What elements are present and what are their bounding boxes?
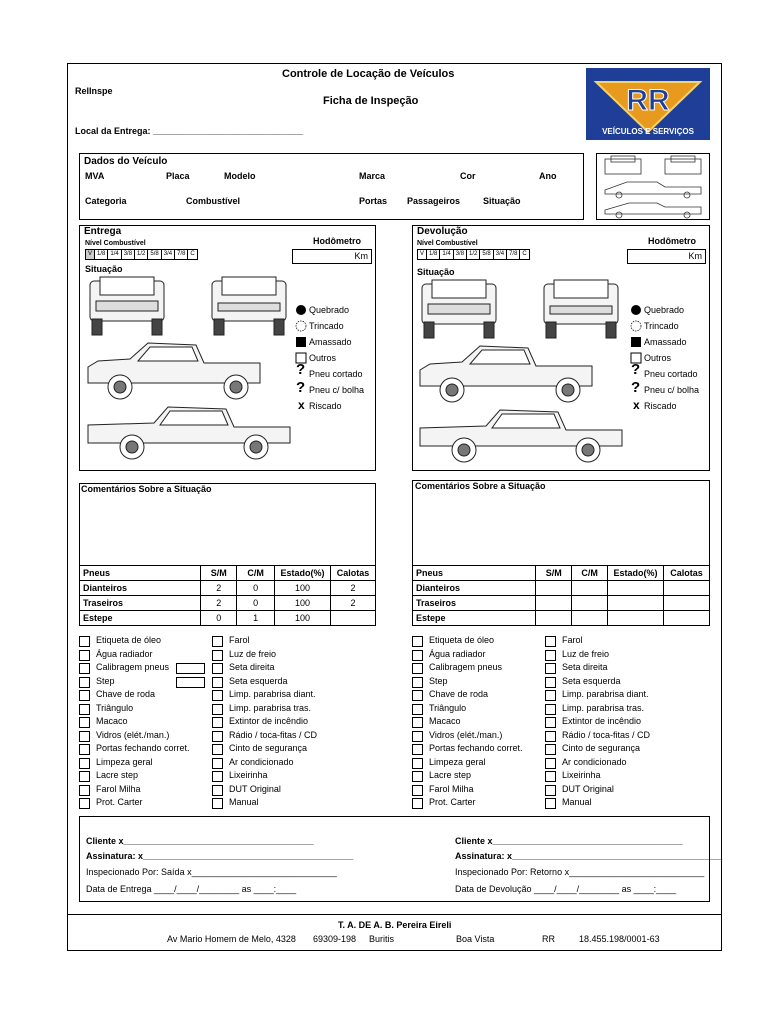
devolucao-level-opt[interactable]: 1/2 bbox=[467, 250, 480, 259]
entrega-checklist-label: Rádio / toca-fitas / CD bbox=[229, 730, 318, 740]
entrega-checklist-label: DUT Original bbox=[229, 784, 281, 794]
tires-header: S/M bbox=[201, 566, 237, 581]
field-passageiros: Passageiros bbox=[407, 196, 461, 206]
devolucao-checklist-label: Água radiador bbox=[429, 649, 486, 659]
legend-quebrado: Quebrado bbox=[309, 305, 350, 315]
devolucao-data-line[interactable]: Data de Devolução ____/____/________ as ____:____ bbox=[455, 884, 677, 894]
tires-row-label: Dianteiros bbox=[413, 581, 536, 596]
tires-row-label: Dianteiros bbox=[80, 581, 201, 596]
entrega-level-opt[interactable]: 3/8 bbox=[122, 250, 135, 259]
tires-cell[interactable]: 100 bbox=[275, 611, 331, 626]
devolucao-checkbox[interactable] bbox=[412, 771, 423, 782]
tires-row-label: Estepe bbox=[413, 611, 536, 626]
entrega-checklist-label: Ar condicionado bbox=[229, 757, 294, 767]
devolucao-checklist-label: Farol bbox=[562, 635, 583, 645]
tires-cell[interactable]: 2 bbox=[201, 581, 237, 596]
entrega-checkbox[interactable] bbox=[79, 717, 90, 728]
entrega-checklist-label: Cinto de segurança bbox=[229, 743, 308, 753]
devolucao-title: Devolução bbox=[417, 226, 468, 237]
vehicle-thumbnails bbox=[597, 154, 709, 219]
devolucao-vehicle-diagram[interactable] bbox=[415, 278, 625, 470]
devolucao-checkbox[interactable] bbox=[412, 704, 423, 715]
devolucao-checkbox[interactable] bbox=[412, 663, 423, 674]
entrega-assinatura-line[interactable]: Assinatura: x__________________________________________ bbox=[86, 851, 354, 861]
field-placa: Placa bbox=[166, 171, 190, 181]
entrega-checklist-label: Limpeza geral bbox=[96, 757, 153, 767]
quebrado-icon bbox=[295, 304, 307, 316]
entrega-comments-box[interactable] bbox=[79, 483, 376, 566]
entrega-km-unit: Km bbox=[354, 251, 368, 261]
devolucao-checkbox[interactable] bbox=[545, 758, 556, 769]
tires-row-label: Traseiros bbox=[413, 596, 536, 611]
devolucao-level-opt[interactable]: V bbox=[418, 250, 427, 259]
devolucao-level-opt[interactable]: 7/8 bbox=[507, 250, 520, 259]
devolucao-checklist-label: Farol Milha bbox=[429, 784, 474, 794]
entrega-checkbox[interactable] bbox=[212, 677, 223, 688]
entrega-checkbox[interactable] bbox=[212, 704, 223, 715]
entrega-checklist-label: Água radiador bbox=[96, 649, 153, 659]
entrega-tires-table bbox=[79, 565, 376, 626]
devolucao-hodometro-label: Hodômetro bbox=[648, 236, 696, 246]
entrega-checkbox[interactable] bbox=[79, 636, 90, 647]
legend-amassado: Amassado bbox=[644, 337, 687, 347]
devolucao-checkbox[interactable] bbox=[545, 717, 556, 728]
tires-cell[interactable] bbox=[536, 596, 572, 611]
tires-cell[interactable] bbox=[608, 596, 664, 611]
tires-cell[interactable]: 0 bbox=[237, 596, 275, 611]
entrega-checklist-label: Seta esquerda bbox=[229, 676, 288, 686]
tires-cell[interactable] bbox=[572, 581, 608, 596]
devolucao-checklist-label: Seta direita bbox=[562, 662, 608, 672]
devolucao-nivel-label: Nível Combustível bbox=[417, 240, 478, 247]
devolucao-checklist-label: Lacre step bbox=[429, 770, 472, 780]
devolucao-checkbox[interactable] bbox=[412, 798, 423, 809]
entrega-checkbox[interactable] bbox=[79, 690, 90, 701]
legend-quebrado: Quebrado bbox=[644, 305, 685, 315]
devolucao-checklist-label: Calibragem pneus bbox=[429, 662, 503, 672]
devolucao-checkbox[interactable] bbox=[545, 677, 556, 688]
field-combustivel: Combustível bbox=[186, 196, 241, 206]
entrega-checklist-label: Limp. parabrisa tras. bbox=[229, 703, 312, 713]
devolucao-checklist-label: Limp. parabrisa diant. bbox=[562, 689, 649, 699]
tires-header: Estado(%) bbox=[608, 566, 664, 581]
entrega-checkbox[interactable] bbox=[212, 690, 223, 701]
logo-graphic bbox=[586, 68, 710, 140]
entrega-checklist-label: Farol Milha bbox=[96, 784, 141, 794]
entrega-checkbox[interactable] bbox=[79, 758, 90, 769]
entrega-checklist-label: Triângulo bbox=[96, 703, 134, 713]
entrega-comments-title: Comentários Sobre a Situação bbox=[81, 484, 212, 494]
form-subtitle: Ficha de Inspeção bbox=[323, 95, 419, 107]
entrega-checkbox[interactable] bbox=[212, 663, 223, 674]
devolucao-cliente-line[interactable]: Cliente x______________________________________ bbox=[455, 836, 683, 846]
entrega-level-opt[interactable]: 5/8 bbox=[148, 250, 161, 259]
pneu-bolha-icon: ? bbox=[631, 379, 641, 396]
devolucao-level-opt[interactable]: C bbox=[522, 251, 527, 257]
entrega-checkbox[interactable] bbox=[212, 798, 223, 809]
riscado-icon: x bbox=[633, 398, 640, 412]
entrega-data-line[interactable]: Data de Entrega ____/____/________ as ____:____ bbox=[86, 884, 297, 894]
devolucao-level-opt[interactable]: 1/8 bbox=[427, 250, 440, 259]
devolucao-checkbox[interactable] bbox=[545, 785, 556, 796]
devolucao-km-unit: Km bbox=[688, 251, 702, 261]
pneu-bolha-icon: ? bbox=[296, 379, 306, 396]
legend-outros: Outros bbox=[309, 353, 337, 363]
logo-letters: RR bbox=[626, 84, 670, 117]
tires-cell[interactable]: 2 bbox=[331, 596, 376, 611]
entrega-extra-input[interactable] bbox=[176, 663, 205, 674]
riscado-icon: x bbox=[298, 398, 305, 412]
entrega-checklist-label: Lacre step bbox=[96, 770, 139, 780]
devolucao-checkbox[interactable] bbox=[545, 771, 556, 782]
entrega-checklist-label: Farol bbox=[229, 635, 250, 645]
devolucao-checklist-label: Luz de freio bbox=[562, 649, 610, 659]
devolucao-checkbox[interactable] bbox=[412, 785, 423, 796]
tires-cell[interactable] bbox=[572, 596, 608, 611]
entrega-level-opt[interactable]: 1/2 bbox=[135, 250, 148, 259]
entrega-checklist-label: Chave de roda bbox=[96, 689, 156, 699]
tires-cell[interactable]: 2 bbox=[201, 596, 237, 611]
devolucao-checklist-label: Seta esquerda bbox=[562, 676, 621, 686]
tires-header: C/M bbox=[237, 566, 275, 581]
tires-header: Pneus bbox=[413, 566, 536, 581]
entrega-checklist-label: Portas fechando corret. bbox=[96, 743, 190, 753]
devolucao-checkbox[interactable] bbox=[545, 731, 556, 742]
footer-bairro: Buritis bbox=[369, 934, 395, 944]
entrega-checklist-label: Macaco bbox=[96, 716, 128, 726]
devolucao-level-opt[interactable]: 5/8 bbox=[480, 250, 493, 259]
tires-header: Calotas bbox=[664, 566, 710, 581]
entrega-fuel-level[interactable] bbox=[85, 249, 198, 260]
entrega-checkbox[interactable] bbox=[212, 717, 223, 728]
entrega-checklist-label: Vidros (elét./man.) bbox=[96, 730, 170, 740]
devolucao-comments-title: Comentários Sobre a Situação bbox=[415, 481, 546, 491]
devolucao-checklist-label: Triângulo bbox=[429, 703, 467, 713]
field-situacao: Situação bbox=[483, 196, 521, 206]
legend-trincado: Trincado bbox=[644, 321, 679, 331]
devolucao-checklist-label: Prot. Carter bbox=[429, 797, 476, 807]
devolucao-checklist-label: Etiqueta de óleo bbox=[429, 635, 495, 645]
entrega-checkbox[interactable] bbox=[212, 785, 223, 796]
tires-cell[interactable]: 0 bbox=[237, 581, 275, 596]
devolucao-checklist-label: Vidros (elét./man.) bbox=[429, 730, 503, 740]
entrega-situacao-label: Situação bbox=[85, 264, 123, 274]
trincado-icon bbox=[295, 320, 307, 332]
devolucao-tires-table bbox=[412, 565, 710, 626]
devolucao-checkbox[interactable] bbox=[412, 677, 423, 688]
form-code: RelInspe bbox=[75, 86, 113, 96]
entrega-checklist-label: Manual bbox=[229, 797, 259, 807]
legend-riscado: Riscado bbox=[644, 401, 677, 411]
devolucao-checklist-label: Cinto de segurança bbox=[562, 743, 641, 753]
legend-amassado: Amassado bbox=[309, 337, 352, 347]
devolucao-checkbox[interactable] bbox=[412, 650, 423, 661]
tires-cell[interactable] bbox=[536, 611, 572, 626]
entrega-checklist-label: Step bbox=[96, 676, 115, 686]
entrega-checklist-label: Seta direita bbox=[229, 662, 275, 672]
legend-pneu-cortado: Pneu cortado bbox=[644, 369, 698, 379]
entrega-checkbox[interactable] bbox=[79, 677, 90, 688]
footer-city: Boa Vista bbox=[456, 934, 495, 944]
entrega-cliente-line[interactable]: Cliente x______________________________________ bbox=[86, 836, 314, 846]
entrega-inspecionado-line[interactable]: Inspecionado Por: Saída x_____________________________ bbox=[86, 867, 337, 877]
field-categoria: Categoria bbox=[85, 196, 127, 206]
legend-riscado: Riscado bbox=[309, 401, 342, 411]
entrega-checklist-label: Luz de freio bbox=[229, 649, 277, 659]
pneu-cortado-icon: ? bbox=[631, 361, 641, 378]
form-title: Controle de Locação de Veículos bbox=[282, 68, 455, 80]
devolucao-checkbox[interactable] bbox=[545, 744, 556, 755]
tires-cell[interactable]: 0 bbox=[201, 611, 237, 626]
legend-pneu-bolha: Pneu c/ bolha bbox=[309, 385, 365, 395]
devolucao-checklist-label: DUT Original bbox=[562, 784, 614, 794]
devolucao-inspecionado-line[interactable]: Inspecionado Por: Retorno x___________________________ bbox=[455, 867, 705, 877]
devolucao-checkbox[interactable] bbox=[412, 731, 423, 742]
tires-cell[interactable]: 1 bbox=[237, 611, 275, 626]
devolucao-comments-box[interactable] bbox=[412, 480, 710, 566]
legend-pneu-cortado: Pneu cortado bbox=[309, 369, 363, 379]
devolucao-checkbox[interactable] bbox=[545, 636, 556, 647]
tires-row-label: Estepe bbox=[80, 611, 201, 626]
devolucao-checklist-label: Manual bbox=[562, 797, 592, 807]
footer-address: Av Mario Homem de Melo, 4328 bbox=[167, 934, 296, 944]
tires-header: C/M bbox=[572, 566, 608, 581]
devolucao-situacao-label: Situação bbox=[417, 267, 455, 277]
devolucao-checkbox[interactable] bbox=[545, 704, 556, 715]
devolucao-checkbox[interactable] bbox=[545, 663, 556, 674]
entrega-checkbox[interactable] bbox=[79, 663, 90, 674]
tires-cell[interactable]: 100 bbox=[275, 596, 331, 611]
tires-header: S/M bbox=[536, 566, 572, 581]
entrega-title: Entrega bbox=[84, 226, 122, 237]
footer-company: T. A. DE A. B. Pereira Eireli bbox=[338, 920, 452, 930]
devolucao-fuel-level[interactable] bbox=[417, 249, 530, 260]
devolucao-checkbox[interactable] bbox=[412, 690, 423, 701]
devolucao-checkbox[interactable] bbox=[412, 636, 423, 647]
devolucao-checklist-label: Extintor de incêndio bbox=[562, 716, 642, 726]
tires-cell[interactable] bbox=[664, 611, 710, 626]
entrega-level-opt[interactable]: 7/8 bbox=[175, 250, 188, 259]
entrega-nivel-label: Nível Combustível bbox=[85, 240, 146, 247]
footer-state: RR bbox=[542, 934, 555, 944]
field-mva: MVA bbox=[85, 171, 105, 181]
devolucao-checklist-label: Lixeirinha bbox=[562, 770, 601, 780]
footer-divider bbox=[67, 914, 722, 915]
devolucao-checkbox[interactable] bbox=[412, 744, 423, 755]
tires-cell[interactable] bbox=[536, 581, 572, 596]
devolucao-checklist-label: Macaco bbox=[429, 716, 461, 726]
devolucao-level-opt[interactable]: 3/4 bbox=[494, 250, 507, 259]
tires-cell[interactable] bbox=[608, 611, 664, 626]
trincado-icon bbox=[630, 320, 642, 332]
entrega-km-input[interactable] bbox=[292, 249, 372, 264]
devolucao-checkbox[interactable] bbox=[412, 758, 423, 769]
footer-cep: 69309-198 bbox=[313, 934, 357, 944]
devolucao-checkbox[interactable] bbox=[412, 717, 423, 728]
tires-cell[interactable]: 100 bbox=[275, 581, 331, 596]
quebrado-icon bbox=[630, 304, 642, 316]
dados-title: Dados do Veículo bbox=[84, 156, 168, 167]
entrega-level-opt[interactable]: V bbox=[86, 250, 95, 259]
entrega-checkbox[interactable] bbox=[212, 758, 223, 769]
entrega-level-opt[interactable]: 1/8 bbox=[95, 250, 108, 259]
tires-header: Estado(%) bbox=[275, 566, 331, 581]
legend-pneu-bolha: Pneu c/ bolha bbox=[644, 385, 700, 395]
entrega-hodometro-label: Hodômetro bbox=[313, 236, 361, 246]
entrega-checkbox[interactable] bbox=[79, 731, 90, 742]
entrega-checkbox[interactable] bbox=[79, 785, 90, 796]
devolucao-checklist-label: Step bbox=[429, 676, 448, 686]
entrega-checklist-label: Prot. Carter bbox=[96, 797, 143, 807]
devolucao-checklist-label: Chave de roda bbox=[429, 689, 489, 699]
devolucao-level-opt[interactable]: 1/4 bbox=[440, 250, 453, 259]
entrega-checkbox[interactable] bbox=[212, 650, 223, 661]
devolucao-checklist-label: Ar condicionado bbox=[562, 757, 627, 767]
tires-cell[interactable] bbox=[664, 581, 710, 596]
entrega-checklist-label: Etiqueta de óleo bbox=[96, 635, 162, 645]
amassado-icon bbox=[295, 336, 307, 348]
entrega-checklist-label: Lixeirinha bbox=[229, 770, 268, 780]
entrega-checklist-label: Extintor de incêndio bbox=[229, 716, 309, 726]
devolucao-checkbox[interactable] bbox=[545, 798, 556, 809]
devolucao-checklist-label: Limpeza geral bbox=[429, 757, 486, 767]
logo-text: VEÍCULOS E SERVIÇOS bbox=[602, 127, 694, 136]
entrega-checkbox[interactable] bbox=[79, 798, 90, 809]
devolucao-checkbox[interactable] bbox=[545, 690, 556, 701]
entrega-vehicle-diagram[interactable] bbox=[84, 275, 292, 467]
entrega-checkbox[interactable] bbox=[79, 744, 90, 755]
entrega-checkbox[interactable] bbox=[79, 704, 90, 715]
entrega-checkbox[interactable] bbox=[212, 771, 223, 782]
tires-row-label: Traseiros bbox=[80, 596, 201, 611]
devolucao-checkbox[interactable] bbox=[545, 650, 556, 661]
devolucao-km-input[interactable] bbox=[627, 249, 706, 264]
entrega-level-opt[interactable]: 3/4 bbox=[162, 250, 175, 259]
entrega-checkbox[interactable] bbox=[212, 731, 223, 742]
tires-cell[interactable] bbox=[572, 611, 608, 626]
entrega-extra-input[interactable] bbox=[176, 677, 205, 688]
entrega-checkbox[interactable] bbox=[79, 650, 90, 661]
footer-cnpj: 18.455.198/0001-63 bbox=[579, 934, 660, 944]
entrega-checkbox[interactable] bbox=[79, 771, 90, 782]
entrega-checkbox[interactable] bbox=[212, 636, 223, 647]
tires-cell[interactable] bbox=[608, 581, 664, 596]
local-entrega-field[interactable]: Local da Entrega: ______________________________ bbox=[75, 126, 304, 136]
devolucao-checklist-label: Portas fechando corret. bbox=[429, 743, 523, 753]
field-cor: Cor bbox=[460, 171, 476, 181]
field-portas: Portas bbox=[359, 196, 388, 206]
tires-cell[interactable] bbox=[664, 596, 710, 611]
devolucao-checklist-label: Limp. parabrisa tras. bbox=[562, 703, 645, 713]
entrega-checklist-label: Limp. parabrisa diant. bbox=[229, 689, 316, 699]
company-logo bbox=[586, 68, 710, 140]
legend-trincado: Trincado bbox=[309, 321, 344, 331]
devolucao-checklist-label: Rádio / toca-fitas / CD bbox=[562, 730, 651, 740]
entrega-checklist-label: Calibragem pneus bbox=[96, 662, 170, 672]
entrega-checkbox[interactable] bbox=[212, 744, 223, 755]
legend-outros: Outros bbox=[644, 353, 672, 363]
tires-header: Calotas bbox=[331, 566, 376, 581]
entrega-level-opt[interactable]: 1/4 bbox=[108, 250, 121, 259]
tires-cell[interactable]: 2 bbox=[331, 581, 376, 596]
field-modelo: Modelo bbox=[224, 171, 256, 181]
amassado-icon bbox=[630, 336, 642, 348]
field-marca: Marca bbox=[359, 171, 386, 181]
pneu-cortado-icon: ? bbox=[296, 361, 306, 378]
tires-header: Pneus bbox=[80, 566, 201, 581]
devolucao-assinatura-line[interactable]: Assinatura: x__________________________________________ bbox=[455, 851, 723, 861]
tires-cell[interactable] bbox=[331, 611, 376, 626]
devolucao-level-opt[interactable]: 3/8 bbox=[454, 250, 467, 259]
vehicle-thumbnail-box bbox=[596, 153, 710, 220]
entrega-level-opt[interactable]: C bbox=[190, 251, 195, 257]
field-ano: Ano bbox=[539, 171, 557, 181]
